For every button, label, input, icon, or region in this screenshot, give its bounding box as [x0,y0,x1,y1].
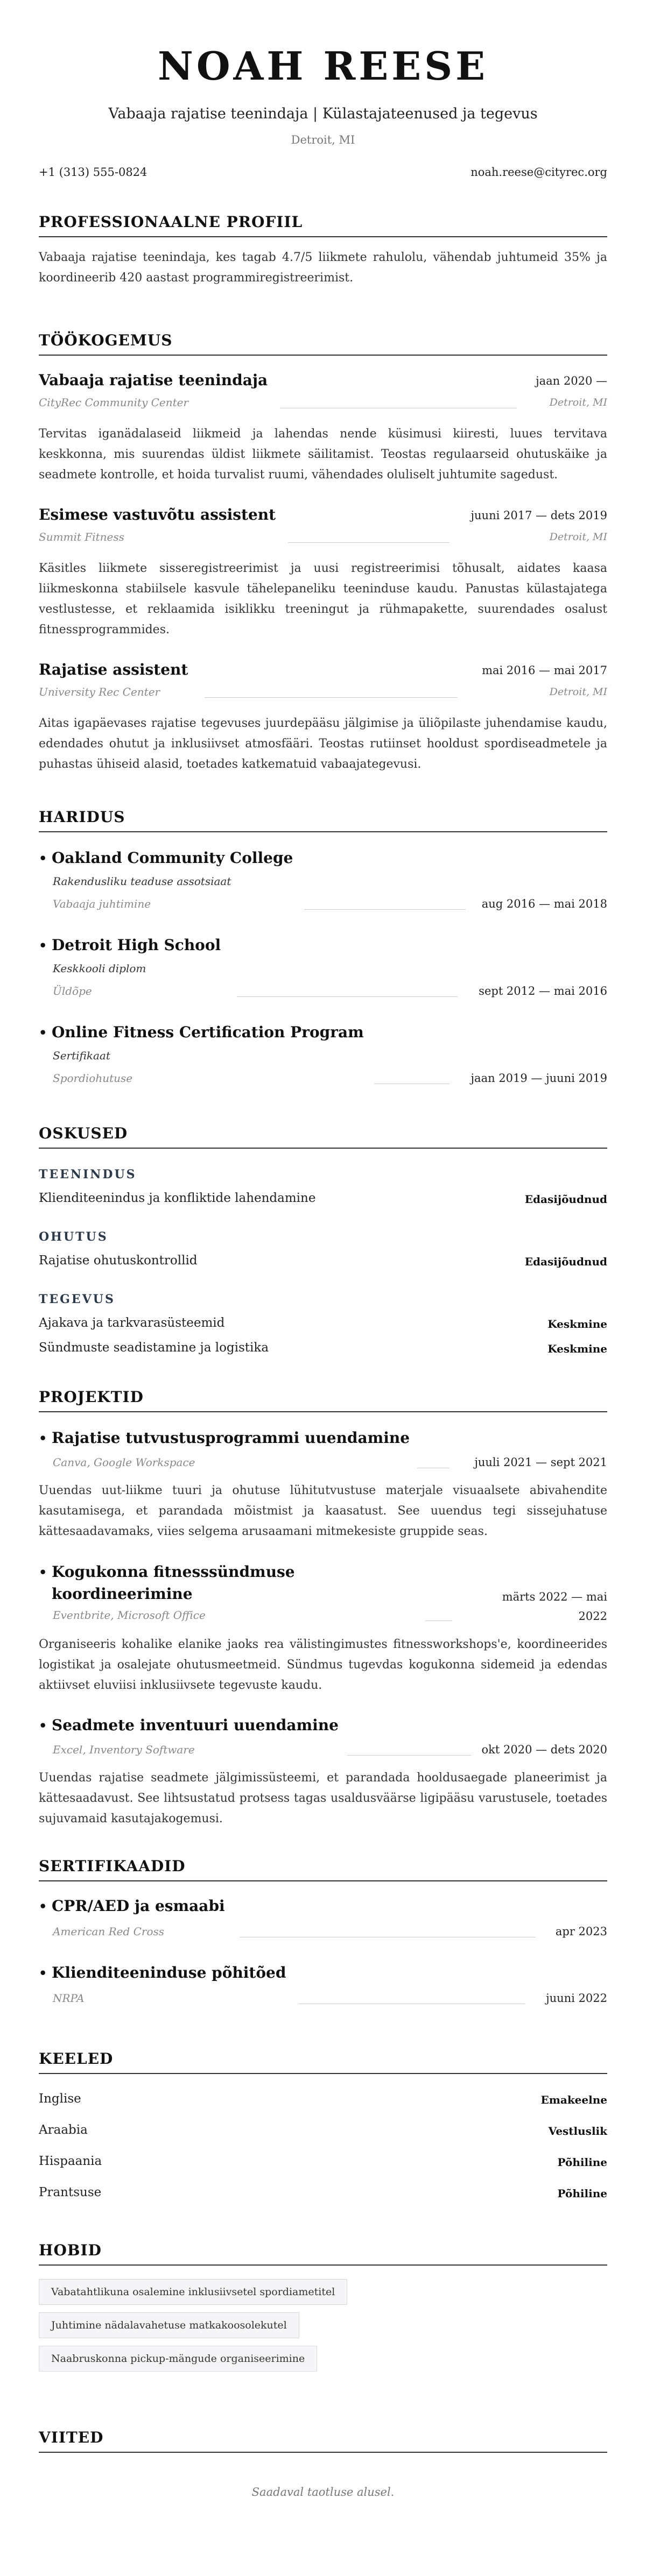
job-location: Detroit, MI [549,686,607,698]
project-title-line2: koordineerimine [52,1585,193,1603]
job-title: Rajatise assistent [39,661,188,678]
certification-item [39,1964,286,1981]
job-description: Aitas igapäevases rajatise tegevuses juurdepääsu jälgimise ja üliõpilaste juhendamise kaudu, edendades ohutut ja inklusiivset atmosfääri. Teostas rutiinset hooldust spordiseadmetele ja puhastas ühiseid alasid, toetades katkematuid vabaajategevusi. [39,717,607,771]
language-name: Prantsuse [39,2185,102,2199]
dotted-leader [205,697,458,698]
hobby-tag: Juhtimine nädalavahetuse matkakoosolekutel [39,2312,299,2338]
phone-number[interactable]: +1 (313) 555-0824 [39,166,148,179]
language-name: Araabia [39,2123,88,2137]
dotted-leader [237,996,458,997]
skills-heading: OSKUSED [39,1124,607,1149]
job-company: University Rec Center [39,685,160,698]
bullet-icon: • [39,1025,47,1041]
education-item [39,936,221,954]
skill-level: Edasijõudnud [524,1193,607,1206]
certification-title: Klienditeeninduse põhitõed [52,1964,286,1981]
bullet-icon: • [39,1718,47,1733]
profile-heading: PROFESSIONAALNE PROFIIL [39,213,607,237]
skill-name: Rajatise ohutuskontrollid [39,1254,198,1268]
skill-category: TEENINDUS [39,1167,137,1181]
certifications-heading: SERTIFIKAADID [39,1857,607,1881]
school-name: Oakland Community College [52,849,293,867]
project-item [39,1716,339,1734]
school-name: Online Fitness Certification Program [52,1023,364,1041]
education-date: aug 2016 — mai 2018 [481,897,607,910]
references-heading: VIITED [39,2429,607,2453]
education-item [39,1023,364,1041]
project-date [502,1587,607,1626]
skill-level: Keskmine [547,1318,607,1331]
skill-name: Klienditeenindus ja konfliktide lahendamine [39,1191,316,1205]
job-company: Summit Fitness [39,530,124,543]
certification-date: apr 2023 [555,1925,607,1938]
degree: Rakendusliku teaduse assotsiaat [53,875,231,888]
certification-title: CPR/AED ja esmaabi [52,1897,225,1915]
project-title: Seadmete inventuuri uuendamine [52,1716,339,1734]
bullet-icon: • [39,1431,47,1446]
language-level: Põhiline [557,2156,607,2169]
job-location: Detroit, MI [549,531,607,543]
job-title: Vabaaja rajatise teenindaja [39,371,268,389]
job-date: juuni 2017 — dets 2019 [471,509,607,522]
language-level: Vestluslik [548,2125,607,2138]
certification-date: juuni 2022 [546,1992,607,2005]
language-name: Inglise [39,2092,81,2106]
project-date: okt 2020 — dets 2020 [481,1743,607,1756]
project-description: Uuendas rajatise seadmete jälgimissüsteemi, et parandada hooldusaegade planeerimist ja kättesaadavust. See lihtsustatud protsess tagas usaldusväärse ligipääsu varustusele, toetades sujuvamaid kasutajakogemusi. [39,1771,607,1825]
skill-name: Sündmuste seadistamine ja logistika [39,1341,269,1355]
skill-name: Ajakava ja tarkvarasüsteemid [39,1316,225,1330]
bullet-icon: • [39,1965,47,1981]
skill-category: OHUTUS [39,1230,108,1244]
hobbies-heading: HOBID [39,2241,607,2266]
references-text: Saadaval taotluse alusel. [251,2486,395,2499]
profile-text: Vabaaja rajatise teenindaja, kes tagab 4.7/5 liikmete rahulolu, vähendab juhtumeid 35% ja koordineerib 420 aastast programmiregistreerimist. [39,251,607,285]
experience-heading: TÖÖKOGEMUS [39,331,607,356]
bullet-icon: • [39,1899,47,1914]
education-heading: HARIDUS [39,808,607,832]
candidate-name: NOAH REESE [158,43,488,89]
certification-item [39,1897,225,1915]
field: Spordiohutuse [53,1072,133,1085]
job-company: CityRec Community Center [39,396,189,409]
projects-heading: PROJEKTID [39,1388,607,1412]
bullet-icon: • [39,1565,47,1580]
project-item [39,1561,295,1605]
project-description: Uuendas uut-liikme tuuri ja ohutuse lühitutvustuse materjale visuaalsete abivahendite kasutamisega, et parandada mõistmist ja kaasatust. See uuendus tegi sissejuhatuse kättesaadavamaks, viies selgema arusaamani mitmekesiste gruppide seas. [39,1484,607,1538]
candidate-title: Vabaaja rajatise teenindaja | Külastajateenused ja tegevus [108,105,538,122]
project-title: Rajatise tutvustusprogrammi uuendamine [52,1429,410,1447]
job-date: mai 2016 — mai 2017 [482,664,607,677]
project-title-line1: Kogukonna fitnesssündmuse [52,1563,295,1581]
job-description: Käsitles liikmete sisseregistreerimist ja uusi registreerimisi tõhusalt, aidates kaasa liikmeskonna stabiilsele kasvule tähelepaneliku teeninduse kaudu. Panustas külastajatega vestlustesse, et reklaamida isiklikku treeningut ja rühmapakette, suurendades osalust fitnessprogrammides. [39,562,607,636]
skill-level: Keskmine [547,1342,607,1355]
hobby-tag: Vabatahtlikuna osalemine inklusiivsetel spordiametitel [39,2279,347,2305]
language-level: Emakeelne [540,2093,607,2106]
job-date: jaan 2020 — [536,374,607,387]
email-address[interactable]: noah.reese@cityrec.org [471,166,607,179]
project-date: juuli 2021 — sept 2021 [474,1456,607,1469]
field: Üldõpe [53,985,92,997]
dotted-leader [288,542,450,543]
certification-issuer: American Red Cross [53,1925,165,1938]
school-name: Detroit High School [52,936,221,954]
project-tools: Canva, Google Workspace [53,1456,195,1469]
skill-level: Edasijõudnud [524,1255,607,1268]
project-description: Organiseeris kohalike elanike jaoks rea välistingimustes fitnessworkshops'e, koordineerides logistikat ja osalejate ohutusmeetmeid. Sündmus tugevdas kogukonna sidemeid ja edendas aktiivset eluviisi inklusiivsete tegevuste kaudu. [39,1638,607,1692]
dotted-leader [347,1755,471,1756]
education-item [39,849,293,867]
project-date-line2: 2022 [578,1610,607,1623]
certification-issuer: NRPA [53,1992,85,2005]
candidate-location: Detroit, MI [291,133,355,146]
dotted-leader [304,909,466,910]
job-description: Tervitas iganädalaseid liikmeid ja lahendas nende küsimusi kiiresti, luues tervitava keskkonna, mis suurendas üldist liikmete säilitamist. Teostas regulaarseid ohutuskäike ja seadmete kontrolle, et hoida turvalist ruumi, vähendades oluliselt juhtumite sagedust. [39,427,607,482]
language-name: Hispaania [39,2154,102,2168]
dotted-leader [425,1620,452,1621]
bullet-icon: • [39,938,47,953]
language-level: Põhiline [557,2187,607,2200]
project-date-line1: märts 2022 — mai [502,1590,607,1603]
project-tools: Eventbrite, Microsoft Office [53,1609,206,1622]
job-title: Esimese vastuvõtu assistent [39,506,276,523]
education-date: jaan 2019 — juuni 2019 [471,1072,607,1085]
hobby-tag: Naabruskonna pickup-mängude organiseerimine [39,2346,317,2372]
job-location: Detroit, MI [549,397,607,408]
degree: Sertifikaat [53,1049,110,1062]
skill-category: TEGEVUS [39,1292,115,1306]
project-item [39,1429,410,1447]
languages-heading: KEELED [39,2050,607,2074]
education-date: sept 2012 — mai 2016 [479,985,607,997]
degree: Keskkooli diplom [53,962,146,975]
bullet-icon: • [39,851,47,866]
project-tools: Excel, Inventory Software [53,1743,195,1756]
field: Vabaaja juhtimine [53,897,151,910]
